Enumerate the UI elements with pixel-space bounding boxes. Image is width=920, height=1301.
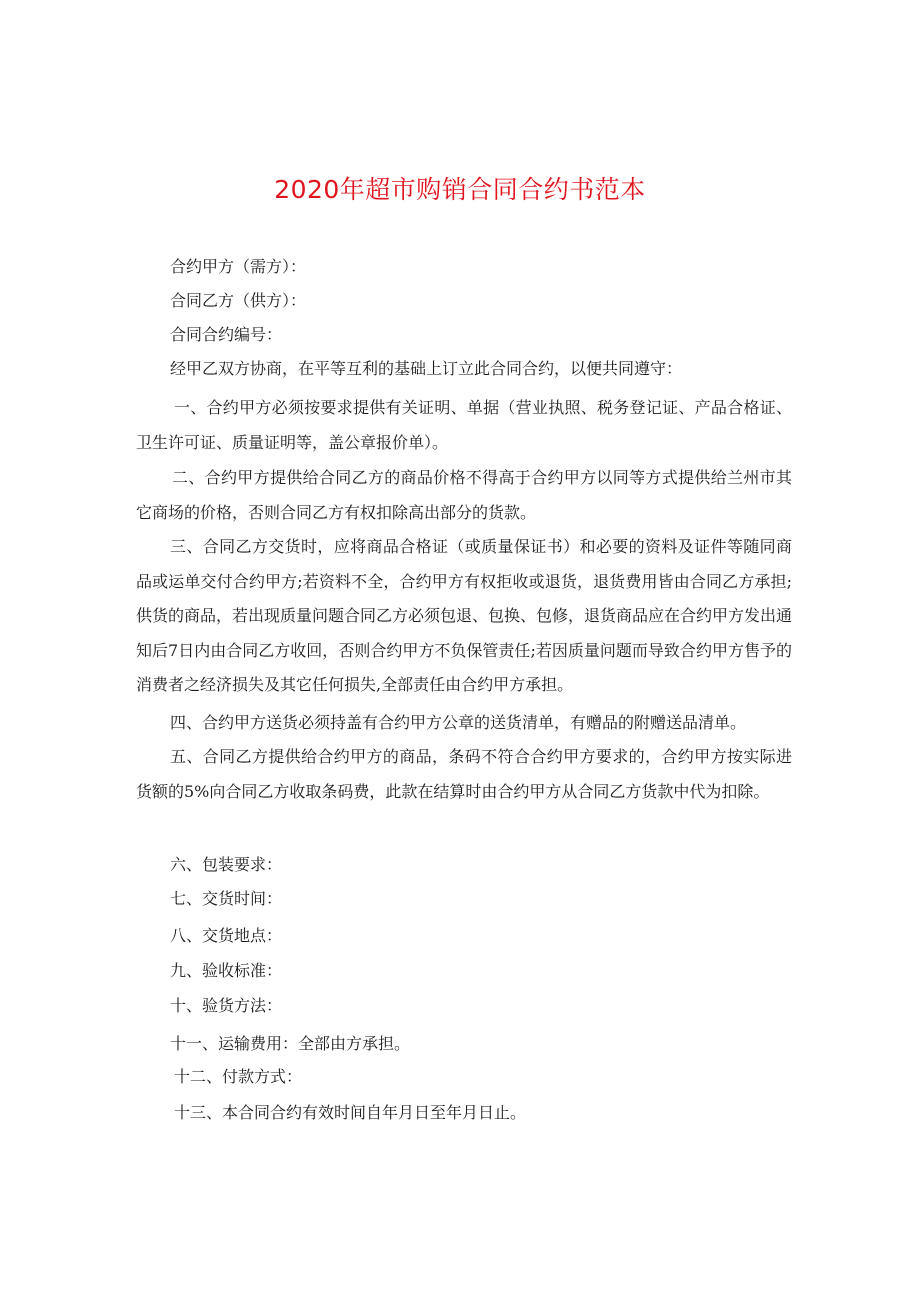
clause-1: 一、合约甲方必须按要求提供有关证明、单据（营业执照、税务登记证、产品合格证、卫生许可证、质量证明等，盖公章报价单）。 [136,398,792,452]
clause-2: 二、合约甲方提供给合同乙方的商品价格不得高于合约甲方以同等方式提供给兰州市其它商场的价格，否则合同乙方有权扣除高出部分的货款。 [136,468,792,522]
clause-11: 十一、运输费用：全部由方承担。 [170,1034,411,1053]
clause-7: 七、交货时间： [170,889,283,908]
clause-8: 八、交货地点： [170,926,283,945]
clause-12: 十二、付款方式： [174,1067,303,1086]
clause-3: 三、合同乙方交货时，应将商品合格证（或质量保证书）和必要的资料及证件等随同商品或运单交付合约甲方;若资料不全，合约甲方有权拒收或退货，退货费用皆由合同乙方承担;供货的商品，若出现质量问题合同乙方必须包退、包换、包修，退货商品应在合约甲方发出通知后7日内由合同乙方收回，否则合约甲方不负保管责任;若因质量问题而导致合约甲方售予的消费者之经济损失及其它任何损失,全部责任由合约甲方承担。 [136,537,793,694]
intro-line: 经甲乙双方协商，在平等互利的基础上订立此合同合约，以便共同遵守： [170,359,683,378]
clause-10: 十、验货方法： [170,996,283,1015]
party-a-line: 合约甲方（需方）： [170,257,307,276]
clause-9: 九、验收标准： [170,961,283,980]
document-title: 2020年超市购销合同合约书范本 [274,175,646,204]
contract-number-line: 合同合约编号： [170,325,283,344]
clause-6: 六、包装要求： [170,855,283,874]
clause-4: 四、合约甲方送货必须持盖有合约甲方公章的送货清单，有赠品的附赠送品清单。 [170,713,747,732]
clause-5: 五、合同乙方提供给合约甲方的商品，条码不符合合约甲方要求的，合约甲方按实际进货额的5%向合同乙方收取条码费，此款在结算时由合约甲方从合同乙方货款中代为扣除。 [136,747,792,801]
party-b-line: 合同乙方（供方）： [170,291,307,310]
clause-13: 十三、本合同合约有效时间自年月日至年月日止。 [174,1103,527,1122]
